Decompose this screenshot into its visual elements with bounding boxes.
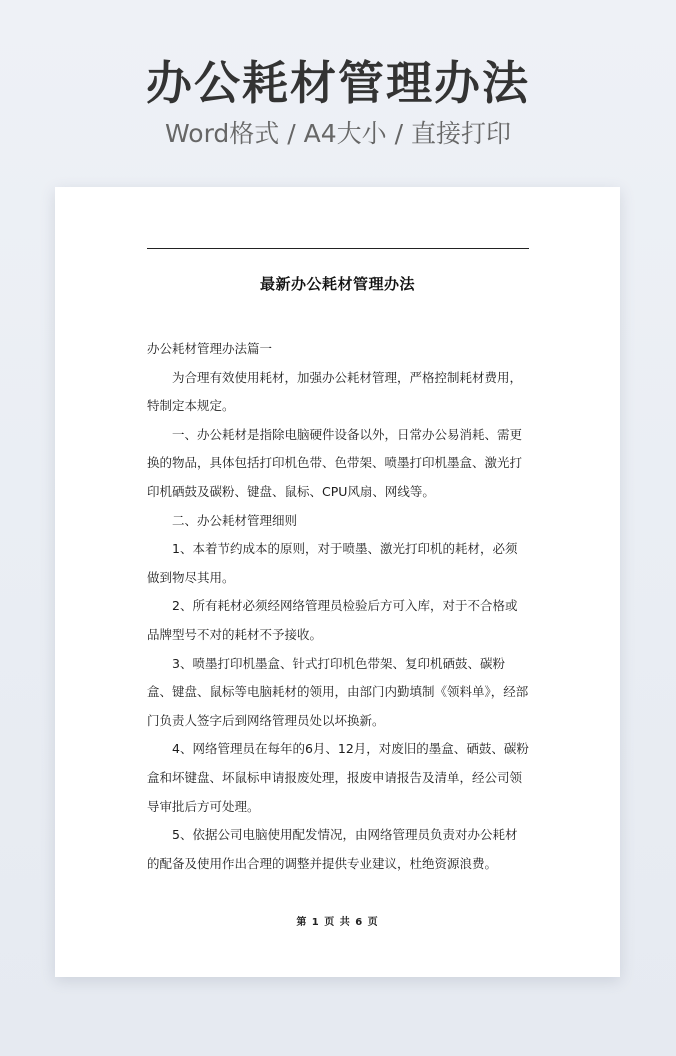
paragraph: 2、所有耗材必须经网络管理员检验后方可入库，对于不合格或品牌型号不对的耗材不予接收。: [147, 598, 518, 642]
paragraph: 4、网络管理员在每年的6月、12月，对废旧的墨盒、硒鼓、碳粉盒和坏键盘、坏鼠标申请报废处理，报废申请报告及清单，经公司领导审批后方可处理。: [147, 741, 529, 814]
document-body: [147, 335, 529, 878]
page-number: 第 1 页 共 6 页: [296, 917, 379, 928]
paragraph: 3、喷墨打印机墨盒、针式打印机色带架、复印机硒鼓、碳粉盒、键盘、鼠标等电脑耗材的领用，由部门内勤填制《领料单》，经部门负责人签字后到网络管理员处以坏换新。: [147, 655, 529, 728]
section-heading: 办公耗材管理办法篇一: [147, 341, 273, 356]
document-title: 最新办公耗材管理办法: [259, 275, 415, 293]
paragraph: 二、办公耗材管理细则: [172, 512, 298, 528]
paragraph: 为合理有效使用耗材，加强办公耗材管理，严格控制耗材费用，特制定本规定。: [147, 369, 523, 414]
header-banner: [0, 0, 676, 180]
paragraph: 1、本着节约成本的原则，对于喷墨、激光打印机的耗材，必须做到物尽其用。: [147, 541, 518, 585]
header-rule: [147, 248, 529, 249]
document-page: [55, 187, 620, 977]
paragraph: 5、依据公司电脑使用配发情况，由网络管理员负责对办公耗材的配备及使用作出合理的调整并提供专业建议，杜绝资源浪费。: [147, 827, 518, 871]
paragraph: 一、办公耗材是指除电脑硬件设备以外，日常办公易消耗、需更换的物品，具体包括打印机色带、色带架、喷墨打印机墨盒、激光打印机硒鼓及碳粉、键盘、鼠标、CPU风扇、网线等。: [147, 426, 523, 499]
page-title: 办公耗材管理办法: [146, 56, 530, 110]
format-subtitle: Word格式 / A4大小 / 直接打印: [165, 119, 511, 148]
